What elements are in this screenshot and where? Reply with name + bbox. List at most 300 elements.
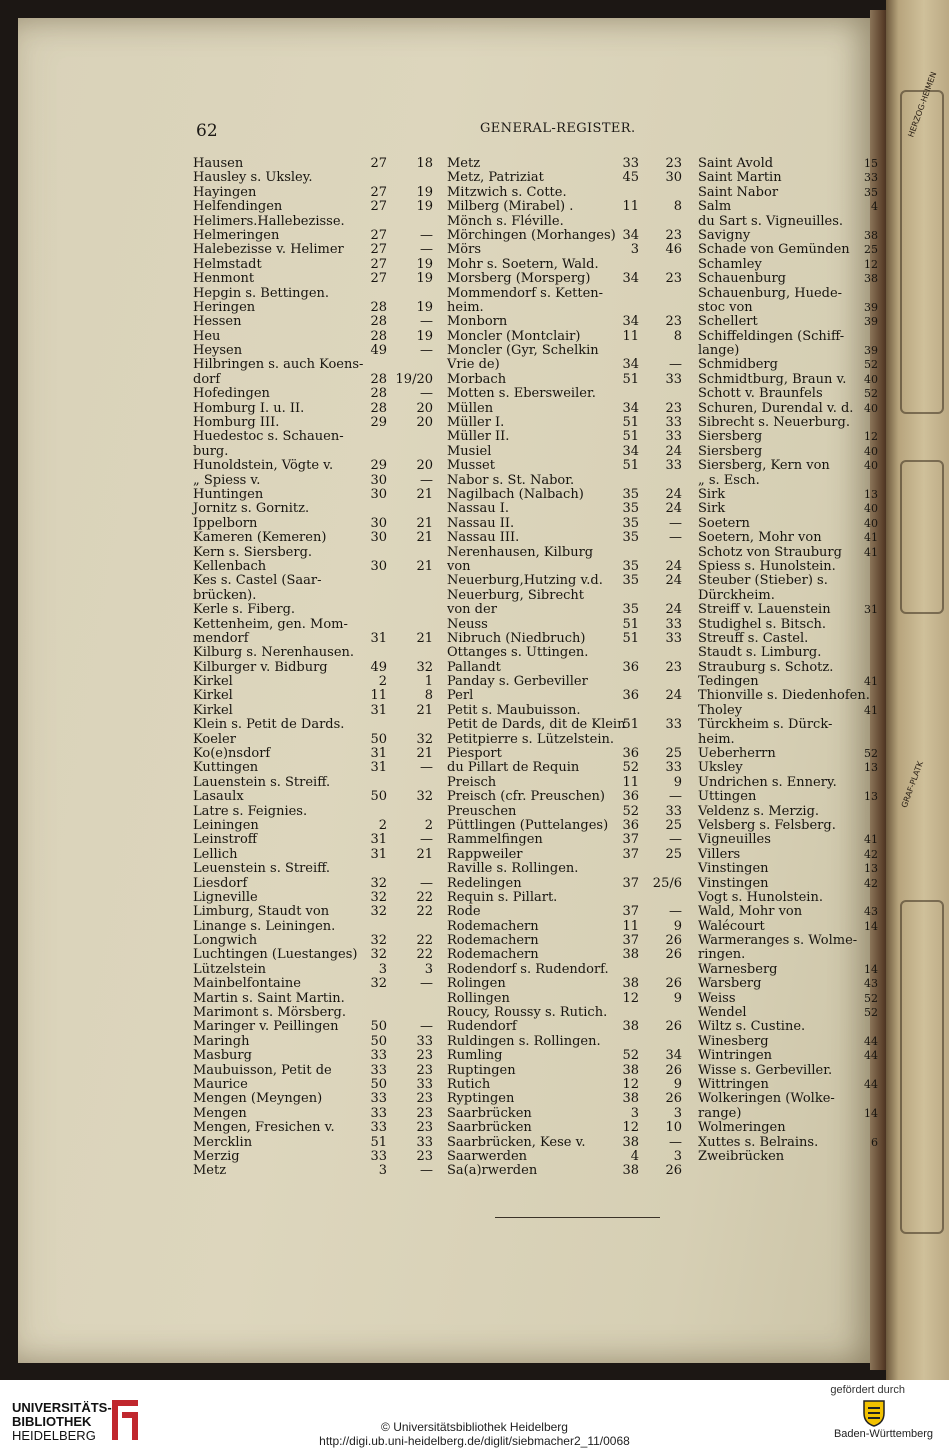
entry-name: ringen. <box>698 947 746 963</box>
entry-name: heim. <box>698 731 735 747</box>
register-entry <box>193 963 433 977</box>
register-entry <box>193 862 433 876</box>
entry-page-ref: 35 <box>622 602 639 618</box>
entry-name: Homburg I. u. II. <box>193 400 305 416</box>
entry-plate-ref: 9 <box>673 918 682 934</box>
entry-plate-ref: 10 <box>665 1120 682 1136</box>
register-entry <box>447 689 687 703</box>
register-entry <box>698 430 878 444</box>
entry-name: Wendel <box>698 1005 747 1021</box>
register-entry <box>698 1092 878 1106</box>
entry-page-ref: 31 <box>370 630 387 646</box>
entry-page-ref: 34 <box>622 227 639 243</box>
register-entry <box>193 1164 433 1178</box>
entry-plate-ref: 14 <box>864 962 878 976</box>
register-entry <box>447 920 687 934</box>
register-entry <box>447 934 687 948</box>
register-column-2 <box>447 157 687 1179</box>
entry-name: Ruptingen <box>447 1062 516 1078</box>
register-entry <box>193 805 433 819</box>
entry-page-ref: 30 <box>370 472 387 488</box>
entry-name: Helmstadt <box>193 256 262 272</box>
entry-page-ref: 3 <box>378 961 387 977</box>
entry-name: Wisse s. Gerbeviller. <box>698 1062 833 1078</box>
entry-page-ref: 27 <box>370 199 387 215</box>
entry-plate-ref: 19/20 <box>395 371 433 387</box>
entry-name: Hayingen <box>193 184 257 200</box>
register-entry <box>698 618 878 632</box>
entry-plate-ref: 21 <box>416 630 433 646</box>
entry-plate-ref: 35 <box>864 185 878 199</box>
entry-name: Weiss <box>698 990 736 1006</box>
entry-name: Lützelstein <box>193 961 267 977</box>
register-entry <box>698 862 878 876</box>
entry-page-ref: 35 <box>622 501 639 517</box>
register-entry <box>698 920 878 934</box>
register-entry <box>447 344 687 358</box>
register-entry <box>698 805 878 819</box>
entry-name: Rodemachern <box>447 918 539 934</box>
entry-page-ref: 27 <box>370 184 387 200</box>
entry-page-ref: 29 <box>370 458 387 474</box>
entry-page-ref: 31 <box>370 760 387 776</box>
entry-page-ref: 32 <box>370 875 387 891</box>
entry-plate-ref: — <box>420 976 433 992</box>
register-entry <box>698 459 878 473</box>
entry-plate-ref: — <box>669 530 682 546</box>
entry-plate-ref: 43 <box>864 977 878 991</box>
entry-plate-ref: 33 <box>416 1077 433 1092</box>
entry-name: Kerle s. Fiberg. <box>193 602 296 618</box>
register-entry <box>698 790 878 804</box>
entry-name: Schuren, Durendal v. d. <box>698 400 854 416</box>
entry-plate-ref: 14 <box>864 1106 878 1120</box>
register-entry <box>193 344 433 358</box>
register-entry <box>447 430 687 444</box>
entry-plate-ref: 9 <box>673 990 682 1006</box>
entry-plate-ref: 23 <box>416 1105 433 1121</box>
entry-plate-ref: 40 <box>864 372 878 386</box>
entry-name: Monborn <box>447 314 508 330</box>
entry-plate-ref: 8 <box>673 199 682 215</box>
entry-page-ref: 52 <box>622 760 639 776</box>
entry-page-ref: 11 <box>622 774 639 790</box>
register-entry <box>698 171 878 185</box>
entry-name: Hepgin s. Bettingen. <box>193 285 330 301</box>
entry-plate-ref: 41 <box>864 833 878 847</box>
register-entry <box>447 574 687 588</box>
entry-plate-ref: 23 <box>416 1148 433 1164</box>
entry-name: Linange s. Leiningen. <box>193 918 336 934</box>
entry-name: Velsberg s. Felsberg. <box>698 817 836 833</box>
entry-name: Wintringen <box>698 1048 773 1064</box>
entry-page-ref: 27 <box>370 242 387 258</box>
entry-page-ref: 37 <box>622 875 639 891</box>
register-entry <box>698 186 878 200</box>
entry-plate-ref: 20 <box>416 400 433 416</box>
entry-plate-ref: 25 <box>665 846 682 862</box>
register-entry <box>193 675 433 689</box>
entry-name: Vrie de) <box>447 357 500 373</box>
entry-name: Ko(e)nsdorf <box>193 746 271 762</box>
entry-name: Vigneuilles <box>698 832 771 848</box>
facing-page-label-top: HERZOG-HEIMEN <box>906 70 939 139</box>
entry-name: Nagilbach (Nalbach) <box>447 486 584 502</box>
entry-page-ref: 12 <box>622 1077 639 1092</box>
entry-page-ref: 28 <box>370 386 387 402</box>
entry-name: Nassau II. <box>447 515 515 531</box>
entry-name: Hilbringen s. auch Koens- <box>193 357 364 373</box>
entry-plate-ref: 33 <box>665 371 682 387</box>
entry-name: Luchtingen (Luestanges) <box>193 947 358 963</box>
register-entry <box>193 776 433 790</box>
register-entry <box>698 1035 878 1049</box>
entry-plate-ref: 23 <box>665 227 682 243</box>
entry-plate-ref: 19 <box>416 328 433 344</box>
register-entry <box>698 761 878 775</box>
entry-name: Metz, Patriziat <box>447 170 544 186</box>
entry-page-ref: 49 <box>370 343 387 359</box>
entry-name: Rutich <box>447 1077 491 1092</box>
entry-page-ref: 3 <box>630 1105 639 1121</box>
entry-plate-ref: — <box>669 832 682 848</box>
entry-plate-ref: 1 <box>424 674 433 690</box>
register-entry <box>193 517 433 531</box>
register-entry <box>698 733 878 747</box>
register-entry <box>193 301 433 315</box>
entry-name: Rodemachern <box>447 933 539 949</box>
register-entry <box>193 819 433 833</box>
entry-name: Ruldingen s. Rollingen. <box>447 1033 601 1049</box>
entry-page-ref: 51 <box>622 415 639 431</box>
entry-page-ref: 34 <box>622 357 639 373</box>
register-column-1 <box>193 157 433 1179</box>
register-entry <box>447 833 687 847</box>
source-url-link[interactable]: http://digi.ub.uni-heidelberg.de/diglit/siebmacher2_11/0068 <box>319 1434 630 1448</box>
entry-page-ref: 30 <box>370 558 387 574</box>
entry-plate-ref: 22 <box>416 933 433 949</box>
register-entry <box>698 934 878 948</box>
register-entry <box>698 517 878 531</box>
register-entry <box>447 776 687 790</box>
entry-page-ref: 27 <box>370 227 387 243</box>
entry-page-ref: 33 <box>370 1105 387 1121</box>
entry-name: Kes s. Castel (Saar- <box>193 573 322 589</box>
entry-plate-ref: 33 <box>665 630 682 646</box>
register-entry <box>698 646 878 660</box>
entry-plate-ref: 32 <box>416 789 433 805</box>
entry-plate-ref: 12 <box>864 257 878 271</box>
register-entry <box>193 358 433 372</box>
register-entry <box>193 704 433 718</box>
entry-plate-ref: 23 <box>416 1048 433 1064</box>
register-entry <box>447 805 687 819</box>
entry-plate-ref: 23 <box>665 659 682 675</box>
entry-plate-ref: 26 <box>665 1163 682 1179</box>
entry-plate-ref: 21 <box>416 746 433 762</box>
register-entry <box>193 171 433 185</box>
entry-plate-ref: 34 <box>665 1048 682 1064</box>
entry-plate-ref: 42 <box>864 876 878 890</box>
entry-name: Rammelfingen <box>447 832 543 848</box>
entry-plate-ref: 23 <box>665 314 682 330</box>
entry-plate-ref: — <box>669 1134 682 1150</box>
entry-name: Saarbrücken <box>447 1120 532 1136</box>
entry-plate-ref: 40 <box>864 401 878 415</box>
entry-name: burg. <box>193 443 229 459</box>
end-rule <box>495 1217 660 1218</box>
entry-name: Preisch <box>447 774 497 790</box>
entry-plate-ref: — <box>420 386 433 402</box>
entry-name: Schellert <box>698 314 758 330</box>
entry-plate-ref: — <box>420 472 433 488</box>
entry-name: Helimers.Hallebezisse. <box>193 213 345 229</box>
entry-page-ref: 31 <box>370 702 387 718</box>
entry-page-ref: 38 <box>622 976 639 992</box>
entry-plate-ref: 19 <box>416 299 433 315</box>
entry-name: Siersberg <box>698 429 763 445</box>
entry-page-ref: 50 <box>370 1019 387 1035</box>
entry-plate-ref: 24 <box>665 558 682 574</box>
entry-name: dorf <box>193 371 221 387</box>
entry-plate-ref: 52 <box>864 387 878 401</box>
entry-plate-ref: 21 <box>416 702 433 718</box>
register-entry <box>447 387 687 401</box>
entry-name: Mengen (Meyngen) <box>193 1091 323 1107</box>
entry-page-ref: 38 <box>622 1062 639 1078</box>
entry-name: Kameren (Kemeren) <box>193 530 327 546</box>
entry-name: Uttingen <box>698 789 757 805</box>
register-entry <box>698 287 878 301</box>
register-entry <box>447 171 687 185</box>
register-entry <box>698 488 878 502</box>
entry-plate-ref: 26 <box>665 1091 682 1107</box>
entry-name: Warmeranges s. Wolme- <box>698 933 858 949</box>
register-entry <box>698 776 878 790</box>
entry-name: Kirkel <box>193 688 233 704</box>
entry-page-ref: 45 <box>622 170 639 186</box>
entry-plate-ref: 33 <box>864 171 878 185</box>
register-entry <box>447 1107 687 1121</box>
register-entry <box>193 718 433 732</box>
entry-name: Soetern <box>698 515 750 531</box>
entry-name: Sirk <box>698 486 726 502</box>
entry-name: Undrichen s. Ennery. <box>698 774 837 790</box>
register-entry <box>447 200 687 214</box>
entry-plate-ref: — <box>420 1019 433 1035</box>
logo-text-line1: UNIVERSITÄTS- <box>12 1400 112 1415</box>
entry-name: Saint Avold <box>698 156 774 171</box>
entry-page-ref: 11 <box>622 328 639 344</box>
register-entry <box>447 373 687 387</box>
entry-name: Nabor s. St. Nabor. <box>447 472 575 488</box>
entry-name: Kern s. Siersberg. <box>193 544 313 560</box>
entry-name: Huntingen <box>193 486 264 502</box>
entry-name: Metz <box>193 1163 227 1179</box>
register-entry <box>698 704 878 718</box>
entry-plate-ref: — <box>420 832 433 848</box>
running-head: GENERAL-REGISTER. <box>480 121 636 136</box>
register-entry <box>447 301 687 315</box>
register-entry <box>698 502 878 516</box>
entry-name: Rollingen <box>447 990 510 1006</box>
entry-name: Studighel s. Bitsch. <box>698 616 826 632</box>
entry-page-ref: 35 <box>622 486 639 502</box>
register-column-3 <box>698 157 878 1164</box>
entry-name: Xuttes s. Belrains. <box>698 1134 819 1150</box>
entry-plate-ref: 21 <box>416 486 433 502</box>
entry-name: Petit de Dards, dit de Klein <box>447 717 626 733</box>
entry-page-ref: 28 <box>370 328 387 344</box>
entry-page-ref: 28 <box>370 400 387 416</box>
entry-name: Rolingen <box>447 976 506 992</box>
register-entry <box>698 574 878 588</box>
entry-name: Kettenheim, gen. Mom- <box>193 616 348 632</box>
register-entry <box>698 1006 878 1020</box>
entry-page-ref: 34 <box>622 400 639 416</box>
register-entry <box>447 977 687 991</box>
register-entry <box>698 1064 878 1078</box>
entry-plate-ref: 24 <box>665 602 682 618</box>
register-entry <box>193 1078 433 1092</box>
entry-name: Piesport <box>447 746 502 762</box>
entry-plate-ref: — <box>669 357 682 373</box>
register-entry <box>193 618 433 632</box>
entry-plate-ref: 23 <box>416 1120 433 1136</box>
entry-page-ref: 33 <box>370 1062 387 1078</box>
entry-name: Nerenhausen, Kilburg <box>447 544 594 560</box>
entry-name: Saint Martin <box>698 170 782 186</box>
entry-name: Mohr s. Soetern, Wald. <box>447 256 599 272</box>
entry-plate-ref: — <box>669 789 682 805</box>
entry-page-ref: 36 <box>622 746 639 762</box>
register-entry <box>193 761 433 775</box>
entry-name: Redelingen <box>447 875 522 891</box>
entry-plate-ref: 24 <box>665 573 682 589</box>
register-entry <box>447 459 687 473</box>
entry-page-ref: 32 <box>370 889 387 905</box>
entry-plate-ref: 23 <box>416 1062 433 1078</box>
entry-name: Motten s. Ebersweiler. <box>447 386 596 402</box>
register-entry <box>193 387 433 401</box>
register-entry <box>193 603 433 617</box>
entry-name: Mommendorf s. Ketten- <box>447 285 604 301</box>
entry-name: Maubuisson, Petit de <box>193 1062 332 1078</box>
register-entry <box>698 1078 878 1092</box>
entry-name: Helmeringen <box>193 227 280 243</box>
entry-name: Nibruch (Niedbruch) <box>447 630 586 646</box>
entry-name: Kirkel <box>193 674 233 690</box>
register-entry <box>447 531 687 545</box>
entry-name: Jornitz s. Gornitz. <box>193 501 310 517</box>
register-entry <box>193 1092 433 1106</box>
entry-name: Savigny <box>698 227 751 243</box>
entry-plate-ref: 2 <box>424 817 433 833</box>
page-number: 62 <box>196 121 218 141</box>
entry-name: mendorf <box>193 630 249 646</box>
entry-page-ref: 36 <box>622 789 639 805</box>
entry-name: Leiningen <box>193 817 259 833</box>
entry-plate-ref: 26 <box>665 1019 682 1035</box>
entry-name: Raville s. Rollingen. <box>447 861 579 877</box>
register-entry <box>447 1049 687 1063</box>
entry-plate-ref: 40 <box>864 502 878 516</box>
entry-plate-ref: — <box>669 904 682 920</box>
register-entry <box>698 589 878 603</box>
funder-label: Baden-Württemberg <box>833 1428 933 1440</box>
register-entry <box>698 157 878 171</box>
register-entry <box>447 819 687 833</box>
entry-name: Schiffeldingen (Schiff- <box>698 328 845 344</box>
register-entry <box>447 1035 687 1049</box>
entry-plate-ref: 33 <box>665 803 682 819</box>
register-entry <box>193 287 433 301</box>
entry-name: Streuff s. Castel. <box>698 630 809 646</box>
register-entry <box>193 1121 433 1135</box>
entry-name: Veldenz s. Merzig. <box>698 803 820 819</box>
entry-name: Longwich <box>193 933 258 949</box>
entry-name: stoc von <box>698 299 753 315</box>
register-entry <box>193 646 433 660</box>
footer-bar <box>0 1380 949 1448</box>
entry-name: Warnesberg <box>698 961 778 977</box>
register-entry <box>698 848 878 862</box>
entry-name: Siersberg, Kern von <box>698 458 830 474</box>
entry-name: Liesdorf <box>193 875 248 891</box>
entry-name: Saarbrücken <box>447 1105 532 1121</box>
entry-name: du Pillart de Requin <box>447 760 580 776</box>
register-entry <box>698 229 878 243</box>
register-entry <box>447 761 687 775</box>
entry-page-ref: 50 <box>370 789 387 805</box>
register-entry <box>193 1020 433 1034</box>
entry-page-ref: 38 <box>622 1163 639 1179</box>
register-entry <box>193 546 433 560</box>
register-entry <box>698 200 878 214</box>
entry-page-ref: 36 <box>622 688 639 704</box>
register-entry <box>447 546 687 560</box>
entry-name: Wolkeringen (Wolke- <box>698 1091 835 1107</box>
entry-page-ref: 30 <box>370 530 387 546</box>
entry-page-ref: 52 <box>622 803 639 819</box>
register-entry <box>447 733 687 747</box>
register-entry <box>698 1107 878 1121</box>
register-entry <box>447 502 687 516</box>
entry-plate-ref: 38 <box>864 228 878 242</box>
entry-page-ref: 38 <box>622 1091 639 1107</box>
entry-plate-ref: 15 <box>864 157 878 170</box>
entry-name: Moncler (Montclair) <box>447 328 581 344</box>
register-entry <box>447 1006 687 1020</box>
entry-plate-ref: — <box>420 314 433 330</box>
entry-plate-ref: 6 <box>871 1135 878 1149</box>
register-entry <box>193 560 433 574</box>
entry-name: Villers <box>698 846 741 862</box>
entry-name: Preisch (cfr. Preuschen) <box>447 789 605 805</box>
entry-page-ref: 32 <box>370 976 387 992</box>
entry-plate-ref: 32 <box>416 731 433 747</box>
entry-name: „ Spiess v. <box>193 472 261 488</box>
entry-name: Sa(a)rwerden <box>447 1163 538 1179</box>
entry-name: brücken). <box>193 587 257 603</box>
register-entry <box>193 877 433 891</box>
entry-name: Maurice <box>193 1077 248 1092</box>
register-entry <box>698 387 878 401</box>
register-entry <box>447 704 687 718</box>
entry-name: Saarwerden <box>447 1148 528 1164</box>
entry-name: Strauburg s. Schotz. <box>698 659 834 675</box>
entry-plate-ref: 21 <box>416 846 433 862</box>
